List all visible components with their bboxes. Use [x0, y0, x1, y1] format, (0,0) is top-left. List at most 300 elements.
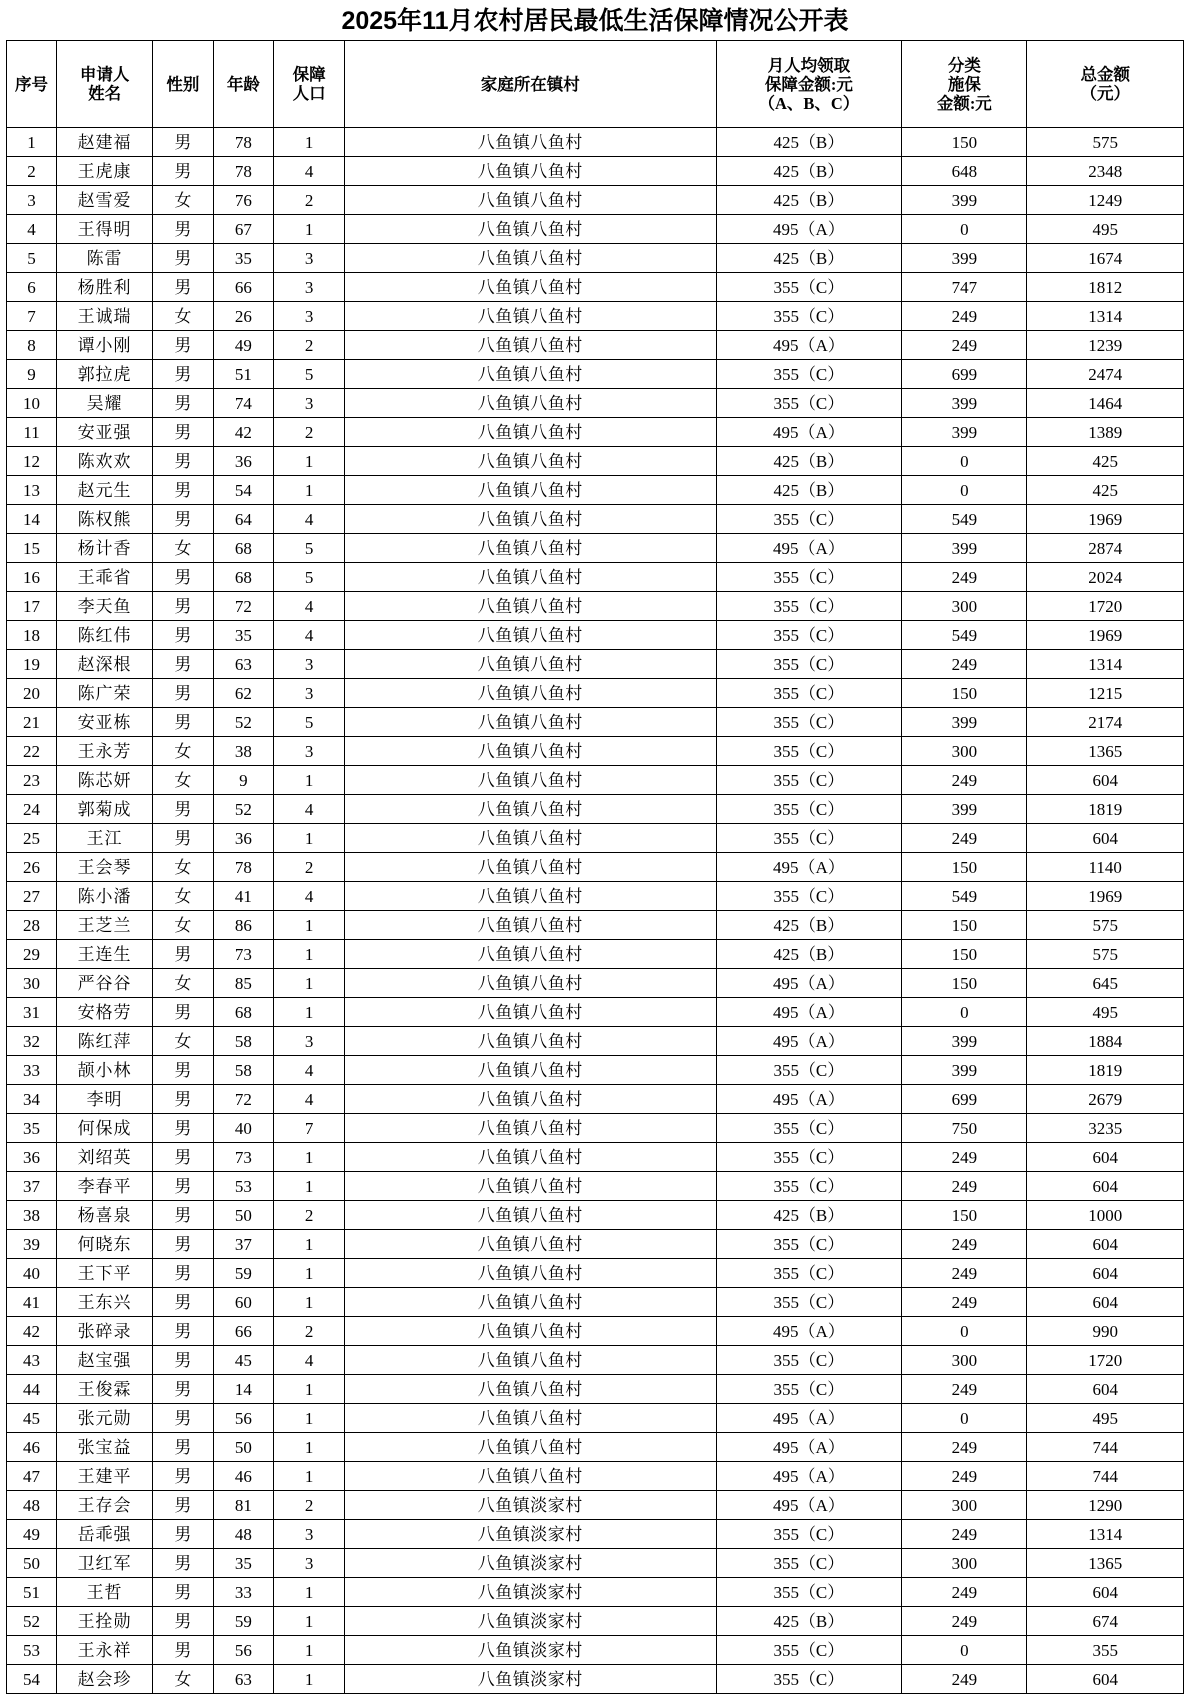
cell-index: 3: [7, 186, 57, 215]
cell-monthly: 355（C）: [716, 1636, 902, 1665]
cell-village: 八鱼镇八鱼村: [345, 1404, 716, 1433]
cell-name: 王拴勋: [57, 1607, 153, 1636]
cell-village: 八鱼镇八鱼村: [345, 679, 716, 708]
cell-name: 王永芳: [57, 737, 153, 766]
cell-gender: 男: [153, 1056, 214, 1085]
cell-monthly: 355（C）: [716, 1288, 902, 1317]
cell-classified: 399: [902, 534, 1027, 563]
cell-village: 八鱼镇八鱼村: [345, 621, 716, 650]
cell-gender: 男: [153, 128, 214, 157]
table-row: [7, 969, 1184, 998]
cell-total: 1239: [1027, 331, 1184, 360]
cell-village: 八鱼镇淡家村: [345, 1665, 716, 1694]
cell-classified: 300: [902, 1346, 1027, 1375]
cell-index: 42: [7, 1317, 57, 1346]
subsistence-allowance-table: [6, 40, 1184, 1694]
cell-index: 48: [7, 1491, 57, 1520]
cell-monthly: 355（C）: [716, 1549, 902, 1578]
cell-monthly: 495（A）: [716, 534, 902, 563]
cell-name: 王乖省: [57, 563, 153, 592]
column-header-line: 施保: [947, 74, 981, 94]
cell-classified: 0: [902, 1317, 1027, 1346]
cell-village: 八鱼镇八鱼村: [345, 215, 716, 244]
cell-classified: 150: [902, 128, 1027, 157]
cell-monthly: 495（A）: [716, 1433, 902, 1462]
cell-village: 八鱼镇八鱼村: [345, 998, 716, 1027]
table-row: [7, 1433, 1184, 1462]
cell-classified: 150: [902, 911, 1027, 940]
cell-monthly: 425（B）: [716, 911, 902, 940]
cell-name: 谭小刚: [57, 331, 153, 360]
table-row: [7, 1114, 1184, 1143]
column-header-line: 金额:元: [936, 93, 992, 113]
cell-age: 85: [213, 969, 274, 998]
cell-age: 9: [213, 766, 274, 795]
cell-name: 吴耀: [57, 389, 153, 418]
cell-people: 4: [274, 505, 345, 534]
table-row: [7, 737, 1184, 766]
table-row: [7, 708, 1184, 737]
cell-index: 47: [7, 1462, 57, 1491]
cell-people: 4: [274, 592, 345, 621]
table-row: [7, 1056, 1184, 1085]
cell-total: 575: [1027, 128, 1184, 157]
cell-total: 2874: [1027, 534, 1184, 563]
table-row: [7, 563, 1184, 592]
cell-gender: 男: [153, 1201, 214, 1230]
cell-village: 八鱼镇八鱼村: [345, 1027, 716, 1056]
cell-name: 赵建福: [57, 128, 153, 157]
cell-village: 八鱼镇八鱼村: [345, 476, 716, 505]
cell-classified: 150: [902, 853, 1027, 882]
table-row: [7, 273, 1184, 302]
cell-village: 八鱼镇八鱼村: [345, 795, 716, 824]
cell-monthly: 355（C）: [716, 505, 902, 534]
cell-name: 赵元生: [57, 476, 153, 505]
cell-village: 八鱼镇八鱼村: [345, 940, 716, 969]
cell-village: 八鱼镇八鱼村: [345, 244, 716, 273]
cell-name: 王哲: [57, 1578, 153, 1607]
cell-village: 八鱼镇八鱼村: [345, 650, 716, 679]
cell-classified: 249: [902, 650, 1027, 679]
table-row: [7, 128, 1184, 157]
cell-age: 72: [213, 1085, 274, 1114]
cell-name: 颉小林: [57, 1056, 153, 1085]
table-header-row: [7, 41, 1184, 128]
cell-name: 岳乖强: [57, 1520, 153, 1549]
table-row: [7, 447, 1184, 476]
cell-index: 5: [7, 244, 57, 273]
cell-name: 赵深根: [57, 650, 153, 679]
cell-index: 41: [7, 1288, 57, 1317]
cell-total: 604: [1027, 766, 1184, 795]
cell-classified: 249: [902, 824, 1027, 853]
cell-village: 八鱼镇八鱼村: [345, 360, 716, 389]
cell-total: 575: [1027, 940, 1184, 969]
cell-total: 1819: [1027, 1056, 1184, 1085]
cell-gender: 男: [153, 1607, 214, 1636]
cell-name: 王芝兰: [57, 911, 153, 940]
cell-monthly: 425（B）: [716, 447, 902, 476]
cell-village: 八鱼镇淡家村: [345, 1549, 716, 1578]
cell-total: 1365: [1027, 737, 1184, 766]
cell-village: 八鱼镇八鱼村: [345, 1143, 716, 1172]
cell-age: 64: [213, 505, 274, 534]
cell-age: 76: [213, 186, 274, 215]
cell-people: 4: [274, 1346, 345, 1375]
cell-monthly: 495（A）: [716, 1404, 902, 1433]
table-row: [7, 360, 1184, 389]
cell-monthly: 355（C）: [716, 708, 902, 737]
cell-people: 1: [274, 940, 345, 969]
table-row: [7, 1143, 1184, 1172]
cell-index: 32: [7, 1027, 57, 1056]
cell-people: 1: [274, 969, 345, 998]
cell-village: 八鱼镇八鱼村: [345, 1085, 716, 1114]
cell-village: 八鱼镇八鱼村: [345, 418, 716, 447]
cell-total: 2348: [1027, 157, 1184, 186]
table-row: [7, 1491, 1184, 1520]
cell-classified: 249: [902, 1143, 1027, 1172]
cell-total: 604: [1027, 1665, 1184, 1694]
cell-classified: 249: [902, 1172, 1027, 1201]
cell-total: 2174: [1027, 708, 1184, 737]
cell-classified: 300: [902, 1491, 1027, 1520]
cell-total: 355: [1027, 1636, 1184, 1665]
cell-gender: 男: [153, 1433, 214, 1462]
cell-name: 赵宝强: [57, 1346, 153, 1375]
cell-index: 33: [7, 1056, 57, 1085]
cell-gender: 男: [153, 1491, 214, 1520]
cell-index: 50: [7, 1549, 57, 1578]
table-row: [7, 1317, 1184, 1346]
cell-gender: 男: [153, 1143, 214, 1172]
cell-gender: 女: [153, 302, 214, 331]
cell-gender: 男: [153, 940, 214, 969]
cell-name: 陈欢欢: [57, 447, 153, 476]
cell-gender: 男: [153, 998, 214, 1027]
cell-classified: 750: [902, 1114, 1027, 1143]
cell-gender: 男: [153, 447, 214, 476]
cell-index: 8: [7, 331, 57, 360]
cell-gender: 男: [153, 795, 214, 824]
cell-village: 八鱼镇八鱼村: [345, 505, 716, 534]
cell-name: 张碎录: [57, 1317, 153, 1346]
cell-gender: 女: [153, 969, 214, 998]
column-header-line: （元）: [1080, 84, 1130, 103]
cell-age: 45: [213, 1346, 274, 1375]
cell-age: 52: [213, 795, 274, 824]
column-header-name: [57, 41, 153, 128]
cell-age: 26: [213, 302, 274, 331]
cell-classified: 249: [902, 1375, 1027, 1404]
cell-name: 刘绍英: [57, 1143, 153, 1172]
cell-total: 604: [1027, 1172, 1184, 1201]
cell-village: 八鱼镇淡家村: [345, 1636, 716, 1665]
cell-people: 2: [274, 418, 345, 447]
cell-monthly: 355（C）: [716, 882, 902, 911]
cell-gender: 男: [153, 621, 214, 650]
table-header: [7, 41, 1184, 128]
cell-index: 40: [7, 1259, 57, 1288]
cell-classified: 150: [902, 679, 1027, 708]
table-row: [7, 650, 1184, 679]
cell-classified: 0: [902, 1636, 1027, 1665]
cell-gender: 男: [153, 592, 214, 621]
cell-total: 1812: [1027, 273, 1184, 302]
cell-people: 1: [274, 911, 345, 940]
cell-age: 56: [213, 1636, 274, 1665]
cell-age: 66: [213, 273, 274, 302]
cell-classified: 249: [902, 766, 1027, 795]
cell-village: 八鱼镇八鱼村: [345, 1433, 716, 1462]
cell-age: 78: [213, 853, 274, 882]
cell-monthly: 425（B）: [716, 157, 902, 186]
cell-total: 1720: [1027, 592, 1184, 621]
cell-index: 1: [7, 128, 57, 157]
cell-village: 八鱼镇八鱼村: [345, 708, 716, 737]
cell-name: 安格劳: [57, 998, 153, 1027]
cell-age: 49: [213, 331, 274, 360]
table-row: [7, 1288, 1184, 1317]
cell-classified: 300: [902, 592, 1027, 621]
cell-village: 八鱼镇八鱼村: [345, 737, 716, 766]
cell-monthly: 495（A）: [716, 418, 902, 447]
cell-index: 18: [7, 621, 57, 650]
cell-total: 1464: [1027, 389, 1184, 418]
column-header-people: [274, 41, 345, 128]
cell-village: 八鱼镇八鱼村: [345, 157, 716, 186]
cell-index: 43: [7, 1346, 57, 1375]
cell-people: 5: [274, 360, 345, 389]
cell-monthly: 495（A）: [716, 1317, 902, 1346]
cell-name: 杨计香: [57, 534, 153, 563]
cell-monthly: 355（C）: [716, 679, 902, 708]
cell-age: 68: [213, 534, 274, 563]
cell-age: 53: [213, 1172, 274, 1201]
column-header-classified: [902, 41, 1027, 128]
cell-gender: 女: [153, 186, 214, 215]
cell-classified: 399: [902, 795, 1027, 824]
cell-village: 八鱼镇八鱼村: [345, 1172, 716, 1201]
cell-index: 37: [7, 1172, 57, 1201]
cell-age: 78: [213, 157, 274, 186]
cell-people: 1: [274, 1143, 345, 1172]
cell-village: 八鱼镇淡家村: [345, 1607, 716, 1636]
cell-total: 645: [1027, 969, 1184, 998]
cell-total: 1290: [1027, 1491, 1184, 1520]
column-header-monthly: [716, 41, 902, 128]
cell-total: 744: [1027, 1462, 1184, 1491]
cell-index: 22: [7, 737, 57, 766]
cell-total: 1969: [1027, 882, 1184, 911]
cell-name: 王虎康: [57, 157, 153, 186]
cell-gender: 男: [153, 708, 214, 737]
cell-people: 3: [274, 1549, 345, 1578]
cell-age: 66: [213, 1317, 274, 1346]
cell-monthly: 355（C）: [716, 1143, 902, 1172]
cell-total: 1969: [1027, 505, 1184, 534]
table-row: [7, 1201, 1184, 1230]
cell-name: 张宝益: [57, 1433, 153, 1462]
cell-index: 2: [7, 157, 57, 186]
cell-classified: 399: [902, 389, 1027, 418]
cell-age: 62: [213, 679, 274, 708]
table-row: [7, 1549, 1184, 1578]
cell-people: 5: [274, 534, 345, 563]
cell-age: 63: [213, 650, 274, 679]
cell-total: 744: [1027, 1433, 1184, 1462]
cell-age: 74: [213, 389, 274, 418]
cell-total: 575: [1027, 911, 1184, 940]
cell-name: 王诚瑞: [57, 302, 153, 331]
cell-name: 陈红伟: [57, 621, 153, 650]
cell-people: 3: [274, 1027, 345, 1056]
cell-classified: 399: [902, 186, 1027, 215]
cell-index: 10: [7, 389, 57, 418]
cell-classified: 249: [902, 1607, 1027, 1636]
cell-classified: 150: [902, 1201, 1027, 1230]
cell-classified: 249: [902, 302, 1027, 331]
cell-people: 2: [274, 853, 345, 882]
cell-total: 604: [1027, 1375, 1184, 1404]
cell-monthly: 495（A）: [716, 998, 902, 1027]
cell-people: 3: [274, 273, 345, 302]
column-header-line: 总金额: [1080, 65, 1130, 84]
cell-classified: 150: [902, 940, 1027, 969]
cell-total: 1140: [1027, 853, 1184, 882]
table-row: [7, 1607, 1184, 1636]
cell-age: 67: [213, 215, 274, 244]
cell-index: 20: [7, 679, 57, 708]
cell-age: 52: [213, 708, 274, 737]
cell-age: 42: [213, 418, 274, 447]
cell-gender: 男: [153, 331, 214, 360]
cell-village: 八鱼镇八鱼村: [345, 1230, 716, 1259]
cell-monthly: 355（C）: [716, 1172, 902, 1201]
cell-people: 1: [274, 447, 345, 476]
cell-monthly: 355（C）: [716, 650, 902, 679]
cell-monthly: 495（A）: [716, 331, 902, 360]
cell-age: 72: [213, 592, 274, 621]
cell-gender: 男: [153, 1230, 214, 1259]
cell-total: 425: [1027, 476, 1184, 505]
cell-monthly: 425（B）: [716, 244, 902, 273]
cell-gender: 男: [153, 505, 214, 534]
cell-monthly: 355（C）: [716, 766, 902, 795]
cell-age: 56: [213, 1404, 274, 1433]
table-row: [7, 766, 1184, 795]
cell-people: 3: [274, 389, 345, 418]
cell-village: 八鱼镇八鱼村: [345, 128, 716, 157]
cell-index: 38: [7, 1201, 57, 1230]
cell-classified: 747: [902, 273, 1027, 302]
cell-village: 八鱼镇八鱼村: [345, 273, 716, 302]
table-row: [7, 1665, 1184, 1694]
cell-age: 86: [213, 911, 274, 940]
cell-classified: 249: [902, 1462, 1027, 1491]
cell-monthly: 355（C）: [716, 1259, 902, 1288]
cell-monthly: 355（C）: [716, 360, 902, 389]
cell-classified: 549: [902, 621, 1027, 650]
cell-total: 1969: [1027, 621, 1184, 650]
table-row: [7, 1230, 1184, 1259]
cell-classified: 249: [902, 1433, 1027, 1462]
cell-classified: 399: [902, 708, 1027, 737]
cell-gender: 女: [153, 853, 214, 882]
cell-total: 1249: [1027, 186, 1184, 215]
cell-classified: 249: [902, 1665, 1027, 1694]
table-row: [7, 853, 1184, 882]
table-row: [7, 476, 1184, 505]
cell-total: 3235: [1027, 1114, 1184, 1143]
cell-index: 49: [7, 1520, 57, 1549]
cell-total: 495: [1027, 998, 1184, 1027]
column-header-line: 申请人: [79, 65, 130, 84]
cell-index: 21: [7, 708, 57, 737]
cell-village: 八鱼镇八鱼村: [345, 1462, 716, 1491]
cell-people: 2: [274, 1317, 345, 1346]
cell-age: 46: [213, 1462, 274, 1491]
cell-village: 八鱼镇八鱼村: [345, 331, 716, 360]
table-row: [7, 1578, 1184, 1607]
cell-total: 604: [1027, 824, 1184, 853]
cell-name: 安亚强: [57, 418, 153, 447]
cell-gender: 男: [153, 1520, 214, 1549]
cell-monthly: 355（C）: [716, 1114, 902, 1143]
cell-classified: 0: [902, 215, 1027, 244]
cell-classified: 0: [902, 447, 1027, 476]
table-row: [7, 940, 1184, 969]
cell-name: 王永祥: [57, 1636, 153, 1665]
cell-village: 八鱼镇八鱼村: [345, 1056, 716, 1085]
cell-village: 八鱼镇八鱼村: [345, 1317, 716, 1346]
column-header-total: [1027, 41, 1184, 128]
cell-index: 35: [7, 1114, 57, 1143]
cell-people: 1: [274, 1375, 345, 1404]
cell-monthly: 355（C）: [716, 389, 902, 418]
column-header-index: [7, 41, 57, 128]
cell-total: 495: [1027, 1404, 1184, 1433]
cell-people: 1: [274, 1433, 345, 1462]
table-row: [7, 157, 1184, 186]
cell-index: 16: [7, 563, 57, 592]
table-row: [7, 215, 1184, 244]
cell-people: 3: [274, 1520, 345, 1549]
cell-age: 59: [213, 1607, 274, 1636]
cell-index: 28: [7, 911, 57, 940]
cell-people: 3: [274, 302, 345, 331]
cell-people: 1: [274, 1607, 345, 1636]
cell-people: 4: [274, 621, 345, 650]
cell-total: 674: [1027, 1607, 1184, 1636]
cell-monthly: 495（A）: [716, 1027, 902, 1056]
cell-index: 46: [7, 1433, 57, 1462]
cell-total: 604: [1027, 1143, 1184, 1172]
cell-village: 八鱼镇淡家村: [345, 1491, 716, 1520]
cell-age: 35: [213, 1549, 274, 1578]
cell-name: 杨喜泉: [57, 1201, 153, 1230]
cell-people: 1: [274, 476, 345, 505]
table-row: [7, 1404, 1184, 1433]
cell-gender: 男: [153, 650, 214, 679]
cell-monthly: 495（A）: [716, 853, 902, 882]
cell-age: 14: [213, 1375, 274, 1404]
column-header-village: [345, 41, 716, 128]
table-row: [7, 1636, 1184, 1665]
table-row: [7, 1375, 1184, 1404]
cell-monthly: 355（C）: [716, 824, 902, 853]
